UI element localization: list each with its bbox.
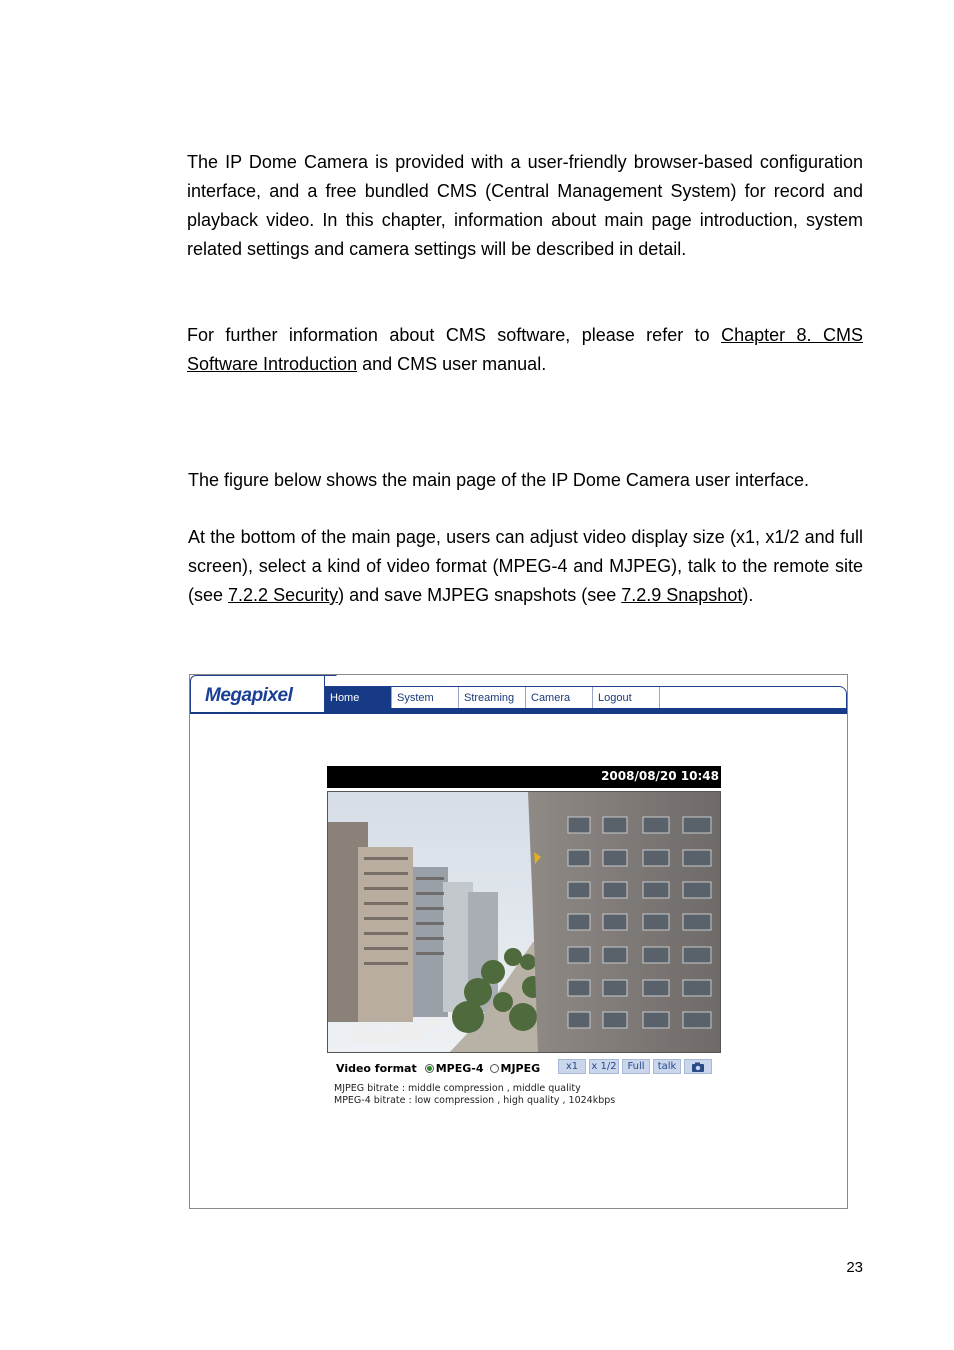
nav-system[interactable]: System	[392, 687, 459, 708]
page-number: 23	[846, 1259, 863, 1276]
video-format-label: Video format	[336, 1061, 417, 1075]
video-format-controls	[336, 1059, 544, 1077]
fullscreen-button[interactable]: Full	[622, 1059, 650, 1074]
mpeg4-radio[interactable]	[425, 1064, 434, 1073]
logo: Megapixel	[205, 685, 293, 706]
figure-intro-paragraph: The figure below shows the main page of the IP Dome Camera user interface.	[188, 470, 809, 490]
text: ) and save MJPEG snapshots (see	[338, 585, 622, 605]
nav-camera[interactable]: Camera	[526, 687, 593, 708]
controls-description-paragraph	[188, 523, 863, 610]
cms-reference-paragraph	[187, 321, 863, 379]
camera-ui-screenshot	[189, 674, 848, 1209]
mjpeg-radio[interactable]	[490, 1064, 499, 1073]
text: For further information about CMS software, please refer to	[187, 325, 722, 345]
video-timestamp: 2008/08/20 10:48	[601, 769, 719, 783]
chapter-8-link[interactable]: Chapter 8. CMS Software Introduction	[187, 325, 863, 374]
mpeg4-bitrate-text: MPEG-4 bitrate : low compression , high quality , 1024kbps	[334, 1095, 616, 1106]
nav-home[interactable]: Home	[325, 687, 392, 708]
mjpeg-label: MJPEG	[500, 1061, 541, 1075]
live-video	[327, 791, 721, 1053]
camera-icon	[691, 1062, 705, 1072]
mjpeg-bitrate-text: MJPEG bitrate : middle compression , middle quality	[334, 1083, 581, 1094]
video-title-bar	[327, 766, 721, 788]
snapshot-link[interactable]: 7.2.9 Snapshot	[621, 585, 743, 605]
size-half-button[interactable]: x 1/2	[589, 1059, 619, 1074]
text: At the bottom of the main page, users can adjust video display size (x1, x1/2 and full screen), select a kind of video format (MPEG-4 and MJPEG), talk to the remote site (see	[188, 527, 863, 605]
ui-header	[190, 675, 847, 715]
intro-paragraph: The IP Dome Camera is provided with a user-friendly browser-based configuration interface, and a free bundled CMS (Central Management System) for record and playback video. In this chapter, information about main page introduction, system related settings and camera settings will be described in detail.	[187, 152, 863, 259]
nav-streaming[interactable]: Streaming	[459, 687, 526, 708]
street-scene-image	[328, 792, 721, 1053]
text: ).	[742, 585, 754, 605]
mpeg4-label: MPEG-4	[435, 1061, 484, 1075]
security-link[interactable]: 7.2.2 Security	[228, 585, 339, 605]
nav-logout[interactable]: Logout	[593, 687, 660, 708]
size-x1-button[interactable]: x1	[558, 1059, 586, 1074]
snapshot-button[interactable]	[684, 1059, 712, 1074]
talk-button[interactable]: talk	[653, 1059, 681, 1074]
text: and CMS user manual.	[357, 354, 547, 374]
main-nav	[325, 687, 660, 708]
logo-tab	[190, 675, 325, 712]
